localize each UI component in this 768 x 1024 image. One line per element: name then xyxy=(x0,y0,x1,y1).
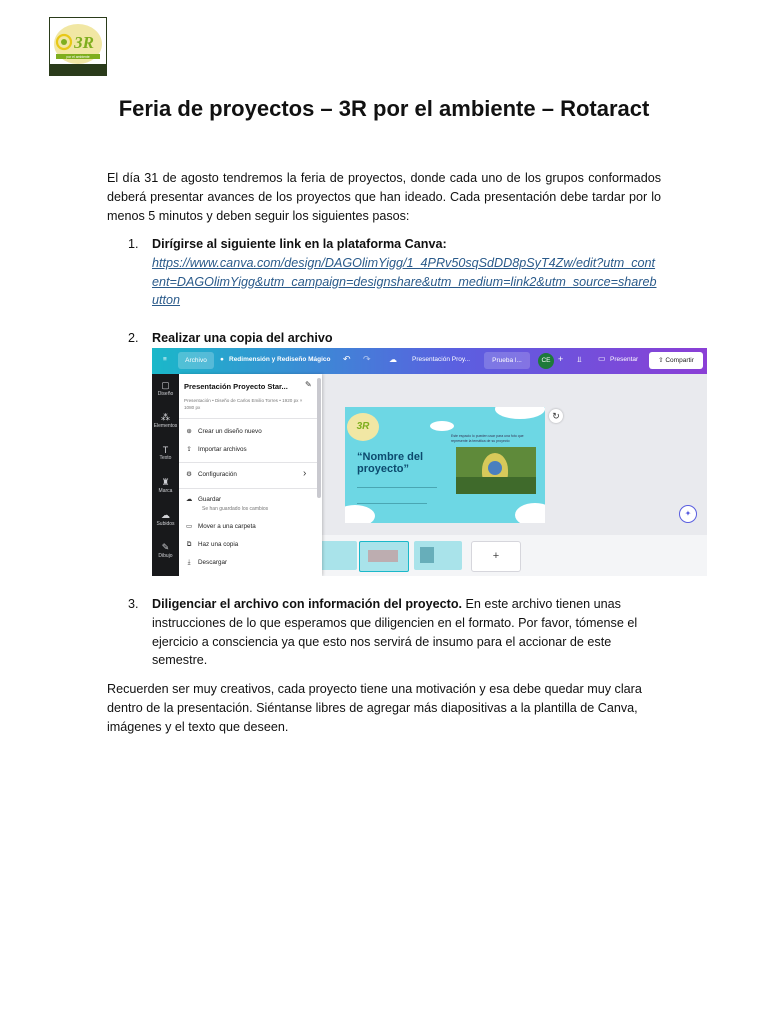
page-title: Feria de proyectos – 3R por el ambiente – Rotaract xyxy=(118,96,650,121)
menu-scrollbar xyxy=(317,378,321,498)
magic-icon: ✦ xyxy=(679,505,697,523)
sidebar-item-subidos: ☁ Subidos xyxy=(156,510,175,527)
sidebar-item-texto: T Texto xyxy=(159,445,172,461)
slide-preview xyxy=(345,407,545,523)
share-label: Compartir xyxy=(665,357,694,364)
sidebar-item-diseno: ▢ Diseño xyxy=(157,380,174,397)
slide-logo: 3R xyxy=(347,413,379,441)
menu-item-save: ☁ Guardar xyxy=(185,496,222,503)
menu-item-import: ⇪ Importar archivos xyxy=(186,446,247,453)
add-page-button: + xyxy=(471,541,521,572)
step-1 xyxy=(152,235,661,310)
menu-title: Presentación Proyecto Star... xyxy=(184,382,288,391)
plus-icon: + xyxy=(558,354,564,364)
slide-photo xyxy=(456,447,536,494)
canva-topbar xyxy=(152,348,707,374)
undo-icon: ↶ xyxy=(343,354,351,364)
avatar: CE xyxy=(538,353,554,369)
chevron-right-icon: › xyxy=(303,468,307,479)
sidebar-item-dibujo: ✎ Dibujo xyxy=(158,542,173,559)
resize-label: Redimensión y Rediseño Mágico xyxy=(229,356,331,363)
logo-text: 3R xyxy=(74,33,94,52)
step-1-title: Dirígirse al siguiente link en la plataforma Canva: xyxy=(152,237,447,251)
canva-link[interactable]: https://www.canva.com/design/DAGOlimYigg/1_4PRv50sqSdDD8pSyT4Zw/edit?utm_content=DAGOlimYigg&utm_campaign=designshare&utm_medium=link2&utm_source=sharebutton xyxy=(152,255,657,308)
step-2-title: Realizar una copia del archivo xyxy=(152,331,333,345)
prueba-button: Prueba l... xyxy=(484,352,530,369)
refresh-icon: ↻ xyxy=(549,409,563,423)
stats-icon: ⫫ xyxy=(577,355,582,364)
canva-screenshot xyxy=(152,348,707,576)
canva-sidebar xyxy=(152,374,179,576)
thumbnail xyxy=(414,541,462,570)
thumbnail xyxy=(359,541,409,572)
hamburger-icon: ≡ xyxy=(163,356,167,363)
logo-subtext: por el ambiente xyxy=(66,55,90,59)
step-3-title: Diligenciar el archivo con información del proyecto. xyxy=(152,597,463,611)
edit-icon: ✎ xyxy=(305,380,312,389)
cloud-icon: ☁ xyxy=(389,355,397,364)
menu-item-settings: ⚙ Configuración xyxy=(186,471,237,478)
redo-icon: ↷ xyxy=(363,354,371,364)
closing-paragraph: Recuerden ser muy creativos, cada proyecto tiene una motivación y esa debe quedar muy clara dentro de la presentación. Siéntanse libres de agregar más diapositivas a la plantilla de Canva, imágenes y el texto que deseen. xyxy=(107,682,642,734)
slide-small-text: Este espacio lo pueden usar para una foto que represente la temática de su proyecto xyxy=(451,434,524,443)
step-3-text: En este archivo tienen unas instrucciones de lo que esperamos que diligencien en el formato. Por favor, tómense el ejercicio a consciencia ya que esto nos servirá de insumo para el accionar de este semestre. xyxy=(152,597,638,668)
step-1-number: 1. xyxy=(128,237,139,251)
sidebar-item-marca: ♜ Marca xyxy=(158,477,173,494)
intro-paragraph: El día 31 de agosto tendremos la feria de proyectos, donde cada uno de los grupos conformados deberá presentar avances de los proyectos que han ideado. Cada presentación debe tardar por lo menos 5 minutos y deben seguir los siguientes pasos: xyxy=(107,171,661,223)
file-menu xyxy=(179,374,322,576)
share-button: ⇧ Compartir xyxy=(649,352,703,369)
menu-item-copy: ⧉ Haz una copia xyxy=(186,541,239,548)
sidebar-item-elementos: ⁂ Elementos xyxy=(153,412,178,429)
present-button: Presentar xyxy=(610,356,639,363)
step-2-number: 2. xyxy=(128,331,139,345)
doc-title: Presentación Proy... xyxy=(412,356,471,363)
step-3 xyxy=(152,595,661,670)
save-status: Se han guardado los cambios xyxy=(202,506,269,512)
sparkle-icon: ● xyxy=(220,356,224,363)
menu-item-new-design: ⊕ Crear un diseño nuevo xyxy=(186,428,262,435)
slide-heading: “Nombre del proyecto” xyxy=(357,451,424,475)
step-3-number: 3. xyxy=(128,597,139,611)
logo xyxy=(49,17,107,76)
present-icon: ▭ xyxy=(598,354,606,363)
archivo-button: Archivo xyxy=(178,352,214,369)
menu-item-move: ▭ Mover a una carpeta xyxy=(186,523,256,530)
menu-item-download: ⤓ Descargar xyxy=(187,559,228,566)
menu-subtitle: Presentación • Diseño de Carlos Emilio Torres • 1920 px × 1080 px xyxy=(184,398,303,410)
